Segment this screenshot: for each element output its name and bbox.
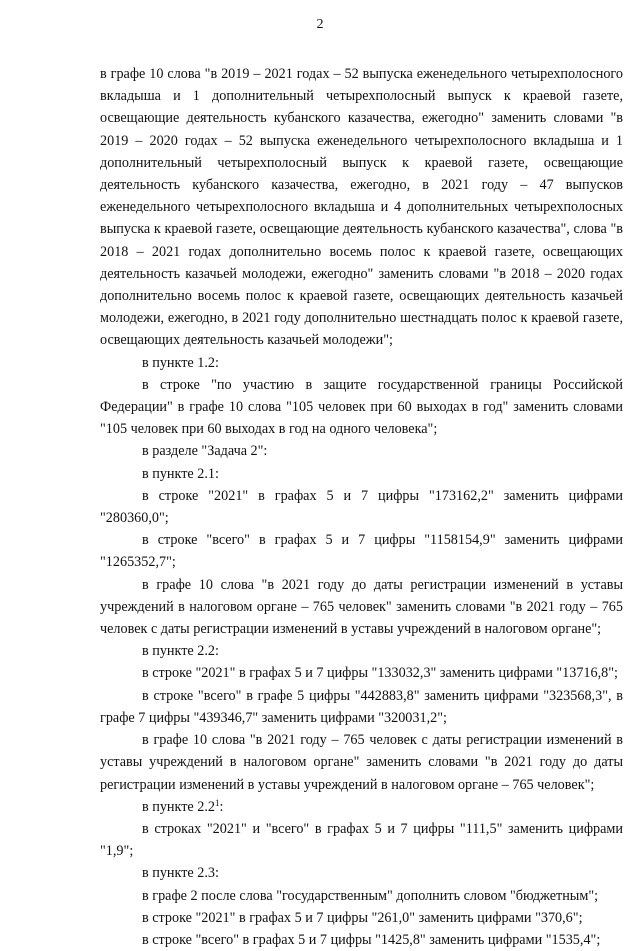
superscript: 1 [215, 797, 220, 808]
paragraph: в пункте 2.1: [142, 465, 219, 482]
paragraph: в графе 10 слова "в 2019 – 2021 годах – 52 выпуска еженедельного четырехполосного вкладыша и 1 дополнительный четырехполосный выпуск к краевой газете, освещающие деятельность кубанского казачества, ежегодно" заменить словами "в 2019 – 2020 годах – 52 выпуска еженедельного четырехполосного вкладыша и 1 дополнительный четырехполосный выпуск к краевой газете, освещающие деятельность кубанского казачества, ежегодно, в 2021 году – 47 выпусков еженедельного четырехполосного вкладыша и 4 дополнительных четырехполосных выпуска к краевой газете, освещающие деятельность кубанского казачества", слова "в 2018 – 2021 годах дополнительно восемь полос к краевой газете, освещающих деятельность казачьей молодежи, ежегодно" заменить словами "в 2018 – 2020 годах дополнительно восемь полос к краевой газете, освещающих деятельность казачьей молодежи, ежегодно, в 2021 году дополнительно шестнадцать полос к краевой газете, освещающих деятельность казачьей молодежи"; [100, 66, 623, 349]
paragraph: в графе 10 слова "в 2021 году до даты регистрации изменений в уставы учреждений в налоговом органе – 765 человек" заменить словами "в 2021 году – 765 человек с даты регистрации изменений в уставы учреждений в налоговом органе"; [100, 576, 623, 638]
paragraph: в строке "2021" в графах 5 и 7 цифры "133032,3" заменить цифрами "13716,8"; [142, 665, 618, 682]
paragraph: в графе 10 слова "в 2021 году – 765 человек с даты регистрации изменений в уставы учреждений в налоговом органе" заменить словами "в 2021 году до даты регистрации изменений в уставы учреждений в налоговом органе – 765 человек"; [100, 732, 623, 793]
paragraph [100, 796, 623, 818]
paragraph: в строках "2021" и "всего" в графах 5 и 7 цифры "111,5" заменить цифрами "1,9"; [100, 820, 623, 860]
document-body [100, 63, 623, 951]
paragraph: в пункте 2.3: [142, 865, 219, 882]
paragraph: в пункте 1.2: [142, 354, 219, 371]
paragraph: в графе 2 после слова "государственным" дополнить словом "бюджетным"; [142, 887, 599, 904]
paragraph: в строке "по участию в защите государственной границы Российской Федерации" в графе 10 слова "105 человек при 60 выходах в год" заменить словами "105 человек при 60 выходах в год на одного человека"; [100, 376, 623, 438]
paragraph: в пункте 2.2: [142, 643, 219, 660]
paragraph-text-end: : [219, 798, 224, 815]
paragraph: в строке "всего" в графах 5 и 7 цифры "1425,8" заменить цифрами "1535,4"; [142, 931, 601, 948]
paragraph: в строке "всего" в графах 5 и 7 цифры "1158154,9" заменить цифрами "1265352,7"; [100, 532, 623, 571]
page-number: 2 [316, 17, 324, 32]
paragraph-text: в пункте 2.2 [142, 798, 216, 815]
paragraph: в разделе "Задача 2": [142, 443, 268, 460]
paragraph: в строке "2021" в графах 5 и 7 цифры "261,0" заменить цифрами "370,6"; [142, 909, 583, 926]
paragraph: в строке "всего" в графе 5 цифры "442883,8" заменить цифрами "323568,3", в графе 7 цифры "439346,7" заменить цифрами "320031,2"; [100, 687, 623, 726]
paragraph: в строке "2021" в графах 5 и 7 цифры "173162,2" заменить цифрами "280360,0"; [100, 487, 623, 527]
